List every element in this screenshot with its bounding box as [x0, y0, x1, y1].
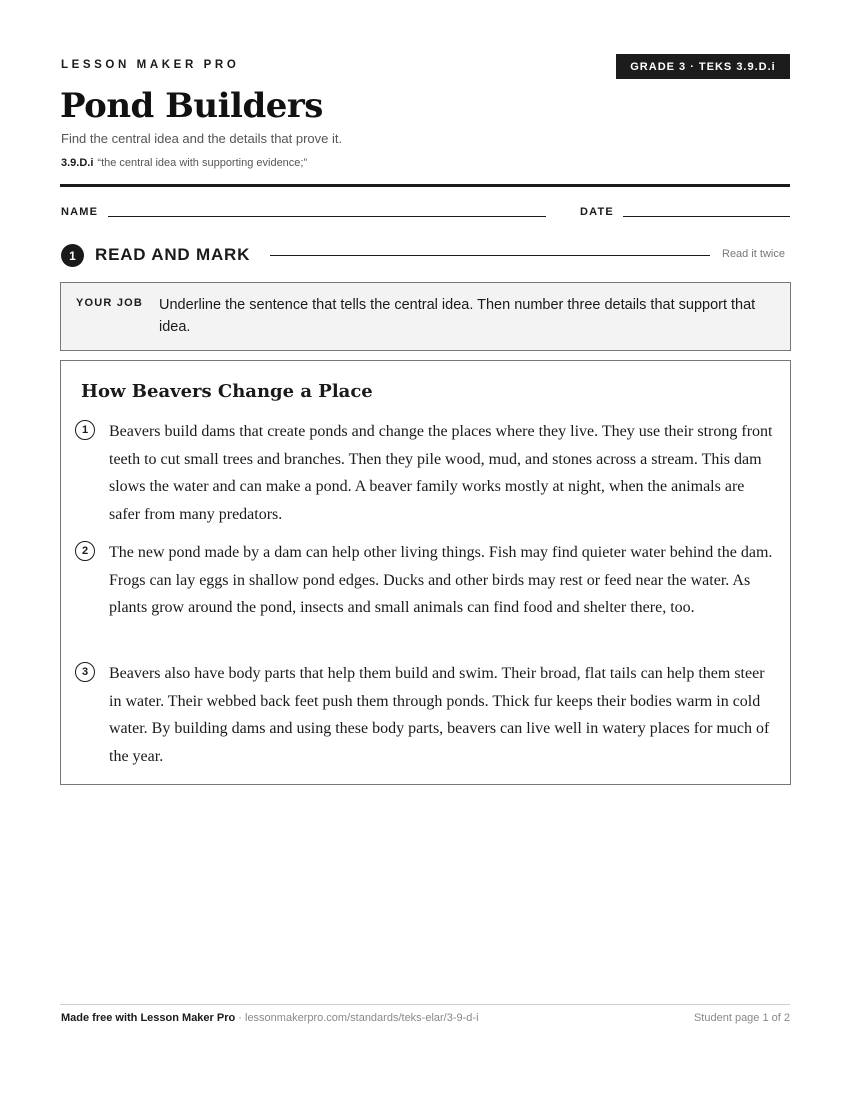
section-note: Read it twice: [722, 248, 785, 260]
paragraph-number: 3: [75, 662, 95, 682]
page-subtitle: Find the central idea and the details that prove it.: [61, 131, 343, 146]
date-label: DATE: [580, 206, 614, 218]
name-field[interactable]: [108, 216, 546, 217]
footer-credit: [61, 1012, 479, 1024]
standard-code: 3.9.D.i: [61, 157, 94, 169]
paragraph-number: 2: [75, 541, 95, 561]
section-number: 1: [61, 244, 84, 267]
name-label: NAME: [61, 206, 99, 218]
job-label: YOUR JOB: [76, 297, 144, 309]
footer-made-with: Made free with Lesson Maker Pro: [61, 1012, 236, 1024]
paragraph-text: The new pond made by a dam can help other living things. Fish may find quieter water behind the dam. Frogs can lay eggs in shallow pond edges. Ducks and other birds may rest or feed near the water. As plants grow around the pond, insects and small animals can find food and shelter there, too.: [109, 544, 773, 616]
grade-badge: GRADE 3 · TEKS 3.9.D.i: [616, 54, 790, 79]
paragraph-text: Beavers also have body parts that help them build and swim. Their broad, flat tails can help them steer in water. Their webbed back feet push them through ponds. Thick fur keeps their bodies warm in cold water. By building dams and using these body parts, beavers can live well in watery places for much of the year.: [109, 665, 770, 765]
standard-text: “the central idea with supporting evidence;”: [97, 157, 308, 169]
footer-page-number: Student page 1 of 2: [693, 1012, 790, 1024]
header-divider: [60, 184, 790, 187]
brand-name: LESSON MAKER PRO: [61, 59, 240, 71]
job-box: [60, 282, 791, 351]
job-instructions: Underline the sentence that tells the central idea. Then number three details that support that idea.: [159, 297, 756, 335]
paragraph-text: Beavers build dams that create ponds and change the places where they live. They use their strong front teeth to cut small trees and branches. Then they pile wood, mud, and stones across a stream. This dam slows the water and can make a pond. A beaver family works mostly at night, when the animals are safer from many predators.: [109, 423, 773, 523]
passage-box: [60, 360, 791, 785]
standard-line: [61, 157, 307, 169]
date-field[interactable]: [623, 216, 790, 217]
footer-url[interactable]: · lessonmakerpro.com/standards/teks-elar/3-9-d-i: [235, 1012, 479, 1024]
passage-title: How Beavers Change a Place: [81, 381, 373, 402]
paragraph-number: 1: [75, 420, 95, 440]
footer-divider: [60, 1004, 790, 1005]
section-title: READ AND MARK: [95, 245, 251, 264]
page-title: Pond Builders: [60, 86, 323, 126]
section-divider: [270, 255, 710, 256]
